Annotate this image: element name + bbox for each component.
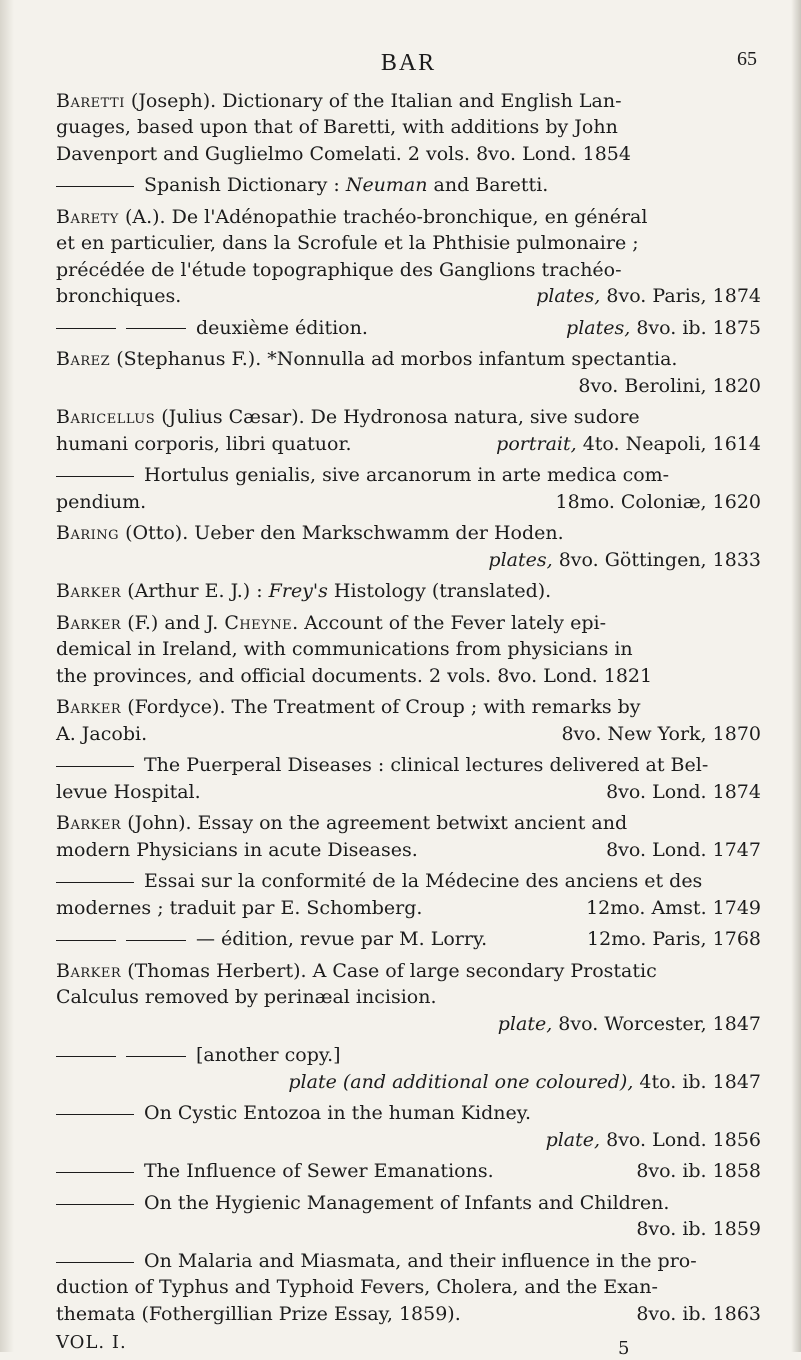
ditto-dash [56, 186, 134, 187]
page-edge-right [791, 0, 801, 1352]
ditto-dash [56, 940, 116, 941]
author-name: Barker [56, 696, 122, 719]
ditto-dash [56, 1172, 134, 1173]
ditto-dash [56, 1056, 116, 1057]
author-name: Barker [56, 960, 122, 982]
author-name: Baretti [56, 90, 125, 112]
page-edge-left [0, 0, 14, 1352]
entry-barety-second-edition: deuxième édition. plates, 8vo. ib. 1875 [56, 315, 761, 341]
entry-barker-edition: — édition, revue par M. Lorry. 12mo. Paris, 1768 [56, 926, 761, 952]
entry-barez: Barez (Stephanus F.). *Nonnulla ad morbos infantum spectantia. 8vo. Berolini, 1820 [56, 348, 761, 397]
entry-baretti-joseph: Baretti (Joseph). Dictionary of the Italian and English Lan- guages, based upon that of Baretti, with additions by John Davenport and Guglielmo Comelati. 2 vols. 8vo. Lond. 1854 [56, 90, 631, 165]
author-name: Barker [56, 612, 122, 634]
entry-barker-malaria: On Malaria and Miasmata, and their influence in the pro- duction of Typhus and Typhoid Fevers, Cholera, and the Exan- themata (Fothergillian Prize Essay, 1859). 8vo. ib. 1863 [56, 1250, 761, 1325]
ditto-dash [56, 328, 116, 329]
entry-barker-hygienic: On the Hygienic Management of Infants and Children. 8vo. ib. 1859 [56, 1190, 761, 1243]
page-number: 65 [737, 48, 757, 70]
entry-baring: Baring (Otto). Ueber den Markschwamm der Hoden. plates, 8vo. Göttingen, 1833 [56, 522, 761, 571]
author-name: Barker [56, 580, 122, 603]
ditto-dash [126, 328, 186, 329]
author-name: Baricellus [56, 406, 156, 429]
entry-barker-puerperal: The Puerperal Diseases : clinical lectures delivered at Bel- levue Hospital. 8vo. Lond. 1874 [56, 754, 761, 803]
ditto-dash [56, 1114, 134, 1115]
entry-barker-cheyne: Barker (F.) and J. Cheyne. Account of the Fever lately epi- demical in Ireland, with communications from physicians in the provinces, and official documents. 2 vols. 8vo. Lond. 1821 [56, 612, 653, 687]
entry-barker-fordyce: Barker (Fordyce). The Treatment of Croup ; with remarks by A. Jacobi. 8vo. New York, 1870 [56, 696, 761, 745]
entry-barker-another-copy: [another copy.] plate (and additional one coloured), 4to. ib. 1847 [56, 1042, 761, 1095]
ditto-dash [126, 1056, 186, 1057]
entry-baricellus: Baricellus (Julius Cæsar). De Hydronosa natura, sive sudore humani corporis, libri quatuor. portrait, 4to. Neapoli, 1614 [56, 406, 761, 455]
entry-barker-john: Barker (John). Essay on the agreement betwixt ancient and modern Physicians in acute Diseases. 8vo. Lond. 1747 [56, 812, 761, 861]
ditto-dash [56, 1204, 134, 1205]
entry-baricellus-hortulus: Hortulus genialis, sive arcanorum in arte medica com- pendium. 18mo. Coloniæ, 1620 [56, 464, 761, 513]
entry-barker-sewer: The Influence of Sewer Emanations. 8vo. ib. 1858 [56, 1158, 761, 1184]
signature-mark: 5 [618, 1338, 630, 1360]
page-footer [56, 1332, 761, 1360]
ditto-dash [56, 766, 134, 767]
bibliography-list [56, 88, 761, 1327]
entry-barker-thomas: Barker (Thomas Herbert). A Case of large secondary Prostatic Calculus removed by perinæal incision. plate, 8vo. Worcester, 1847 [56, 960, 761, 1035]
author-name: Barker [56, 812, 122, 835]
book-page [56, 48, 761, 1360]
page-title: BAR [380, 50, 437, 76]
entry-barker-essai: Essai sur la conformité de la Médecine des anciens et des modernes ; traduit par E. Schomberg. 12mo. Amst. 1749 [56, 870, 761, 919]
author-name: Barez [56, 348, 111, 371]
entry-barker-arthur: Barker (Arthur E. J.) : Frey's Histology (translated). [56, 580, 552, 603]
coauthor-name: Cheyne [224, 612, 293, 634]
entry-baretti-spanish: Spanish Dictionary : Neuman and Baretti. [56, 172, 761, 198]
ditto-dash [56, 476, 134, 477]
author-name: Barety [56, 206, 119, 228]
ditto-dash [56, 1262, 134, 1263]
ditto-dash [126, 940, 186, 941]
running-head [56, 48, 761, 88]
author-name: Baring [56, 522, 120, 545]
entry-barety: Barety (A.). De l'Adénopathie trachéo-bronchique, en général et en particulier, dans la Scrofule et la Phthisie pulmonaire ; précédée de l'étude topographique des Ganglions trachéo- bronchiques. plates, 8vo. Paris, 1874 [56, 206, 761, 308]
entry-barker-cystic-entozoa: On Cystic Entozoa in the human Kidney. plate, 8vo. Lond. 1856 [56, 1100, 761, 1153]
ditto-dash [56, 882, 134, 883]
volume-label: VOL. I. [56, 1332, 127, 1354]
